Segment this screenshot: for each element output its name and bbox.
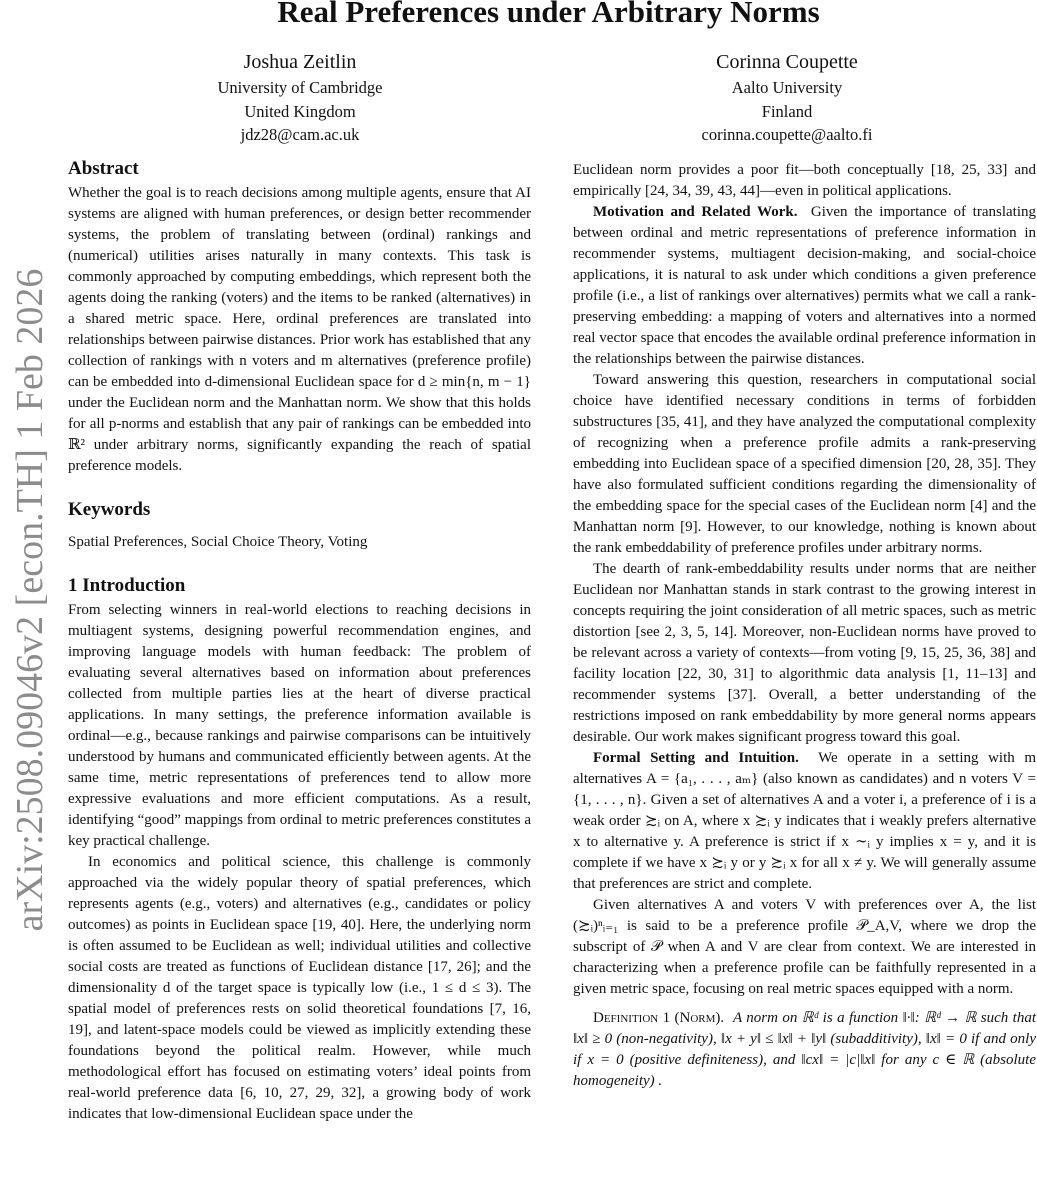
author-country: Finland — [761, 101, 813, 121]
motivation-paragraph-3: The dearth of rank-embeddability results under norms that are neither Euclidean nor Manhattan stands in stark contrast to the growing interest in concepts requiring the joint consideration of all metric spaces, such as metric distortion [see 2, 3, 5, 14]. Moreover, non-Euclidean norms have proved to be relevant across a variety of contexts—from voting [9, 15, 25, 36, 38] and facility location [22, 30, 31] to algorithmic data analysis [1, 11–13] and recommender systems [37]. Overall, a better understanding of the restrictions imposed on rank embeddability by more general norms appears desirable. Our work makes significant progress toward this goal. — [573, 561, 1036, 745]
author-name: Corinna Coupette — [716, 51, 858, 73]
author-email: corinna.coupette@aalto.fi — [701, 125, 873, 144]
author-name: Joshua Zeitlin — [243, 51, 357, 73]
intro-paragraph-1: From selecting winners in real-world elections to reaching decisions in multiagent systems, designing powerful recommendation engines, and improving language models with human feedback: The problem of evaluating several alternatives based on information about preferences collected from multiple parties lies at the heart of diverse practical applications. In many settings, the preference information available is ordinal—e.g., because rankings and pairwise comparisons can be intuitively understood by humans and communicated efficiently between agents. At the same time, metric representations of preferences tend to allow more expressive evaluations and more efficient computations. As a result, identifying “good” mappings from ordinal to metric preferences constitutes a key practical challenge. — [68, 602, 531, 849]
formal-paragraph-2: Given alternatives A and voters V with preferences over A, the list (≿ᵢ)ⁿᵢ₌₁ is said to be a preference profile 𝒫_A,V, where we drop the subscript of 𝒫 when A and V are clear from context. We are interested in characterizing when a preference profile can be faithfully represented in a given metric space, focusing on real metric spaces equipped with a norm. — [573, 897, 1036, 997]
right-column — [573, 160, 1036, 1092]
definition-body: A norm on ℝᵈ is a function ‖·‖: ℝᵈ → ℝ such that ‖x‖ ≥ 0 (non-negativity), ‖x + y‖ ≤ ‖x‖ + ‖y‖ (subadditivity), ‖x‖ = 0 if and only if x = 0 (positive definiteness), and ‖cx‖ = |c|‖x‖ for any c ∈ ℝ (absolute homogeneity) . — [573, 1010, 1036, 1089]
introduction-heading: 1 Introduction — [68, 575, 186, 596]
motivation-text-1: Given the importance of translating between ordinal and metric representations of preference information in recommender systems, multiagent decision-making, and social-choice applications, it is natural to ask under which conditions a given preference profile (i.e., a list of rankings over alternatives) permits what we call a rank-preserving embedding: a mapping of voters and alternatives into a normed real vector space that encodes the available ordinal preference information in the relationships between the pairwise distances. — [573, 204, 1036, 367]
formal-paragraph-1 — [573, 748, 1036, 895]
motivation-runin-heading: Motivation and Related Work. — [593, 204, 798, 220]
paper-title: Real Preferences under Arbitrary Norms — [277, 0, 820, 29]
author-affiliation: Aalto University — [731, 78, 843, 97]
formal-runin-heading: Formal Setting and Intuition. — [593, 750, 799, 766]
arxiv-sidebar — [0, 0, 60, 1200]
author-affiliation: University of Cambridge — [217, 78, 383, 97]
abstract-heading: Abstract — [68, 158, 139, 179]
formal-text-1: We operate in a setting with m alternatives A = {a₁, . . . , aₘ} (also known as candidates) and n voters V = {1, . . . , n}. Given a set of alternatives A and a voter i, a preference of i is a weak order ≿ᵢ on A, where x ≿ᵢ y indicates that i weakly prefers alternative x to alternative y. A preference is strict if x ∼ᵢ y implies x = y, and it is complete if we have x ≿ᵢ y or y ≿ᵢ x for all x ≠ y. We will generally assume that preferences are strict and complete. — [573, 750, 1036, 892]
author-block-1 — [135, 48, 465, 147]
abstract-text: Whether the goal is to reach decisions among multiple agents, ensure that AI systems are aligned with human preferences, or design better recommender systems, the problem of translating between (ordinal) rankings and (numerical) utilities arises naturally in many contexts. This task is commonly approached by computing embeddings, which represent both the agents doing the ranking (voters) and the items to be ranked (alternatives) in a shared metric space. Here, ordinal preferences are translated into relationships between pairwise distances. Prior work has established that any collection of rankings with n voters and m alternatives (preference profile) can be embedded into d-dimensional Euclidean space for d ≥ min{n, m − 1} under the Euclidean norm and the Manhattan norm. We show that this holds for all p-norms and establish that any pair of rankings can be embedded into ℝ² under arbitrary norms, significantly expanding the reach of spatial preference models. — [68, 185, 531, 474]
author-email: jdz28@cam.ac.uk — [240, 125, 360, 144]
arxiv-identifier: arXiv:2508.09046v2 [econ.TH] 1 Feb 2026 — [9, 268, 51, 932]
definition-heading: Definition 1 (Norm). — [593, 1010, 725, 1026]
left-column — [68, 155, 531, 1125]
keywords-heading: Keywords — [68, 499, 151, 520]
motivation-paragraph-1 — [573, 202, 1036, 370]
intro-paragraph-2: In economics and political science, this challenge is commonly approached via the widely popular theory of spatial preferences, which represents agents (e.g., voters) and alternatives (e.g., candidates or policy outcomes) as points in Euclidean space [19, 40]. Here, the underlying norm is often assumed to be Euclidean as well; individual utilities and collective social costs are treated as functions of Euclidean distance [17, 26]; and the dimensionality d of the target space is typically low (i.e., 1 ≤ d ≤ 3). The spatial model of preferences rests on solid theoretical foundations [7, 16, 19], and latent-space models could be viewed as implicitly extending these foundations beyond the political realm. However, while much methodological effort has focused on estimating voters’ ideal points from real-world preference data [6, 10, 27, 29, 32], a growing body of work indicates that low-dimensional Euclidean space under the — [68, 854, 531, 1122]
author-block-2 — [622, 48, 952, 147]
motivation-paragraph-2: Toward answering this question, researchers in computational social choice have identified necessary conditions in terms of forbidden substructures [35, 41], and they have analyzed the computational complexity of recognizing when a preference profile admits a rank-preserving embedding into Euclidean space of a specified dimension [20, 28, 35]. They have also formulated sufficient conditions regarding the dimensionality of the embedding space for the special cases of the Euclidean norm [4] and the Manhattan norm [9]. However, to our knowledge, nothing is known about the rank embeddability of preference profiles under arbitrary norms. — [573, 372, 1036, 556]
intro-paragraph-2-continued: Euclidean norm provides a poor fit—both conceptually [18, 25, 33] and empirically [24, 34, 39, 43, 44]—even in political applications. — [573, 162, 1036, 199]
keywords-text: Spatial Preferences, Social Choice Theory, Voting — [68, 534, 368, 550]
definition-1 — [573, 1008, 1036, 1092]
author-country: United Kingdom — [244, 101, 356, 121]
